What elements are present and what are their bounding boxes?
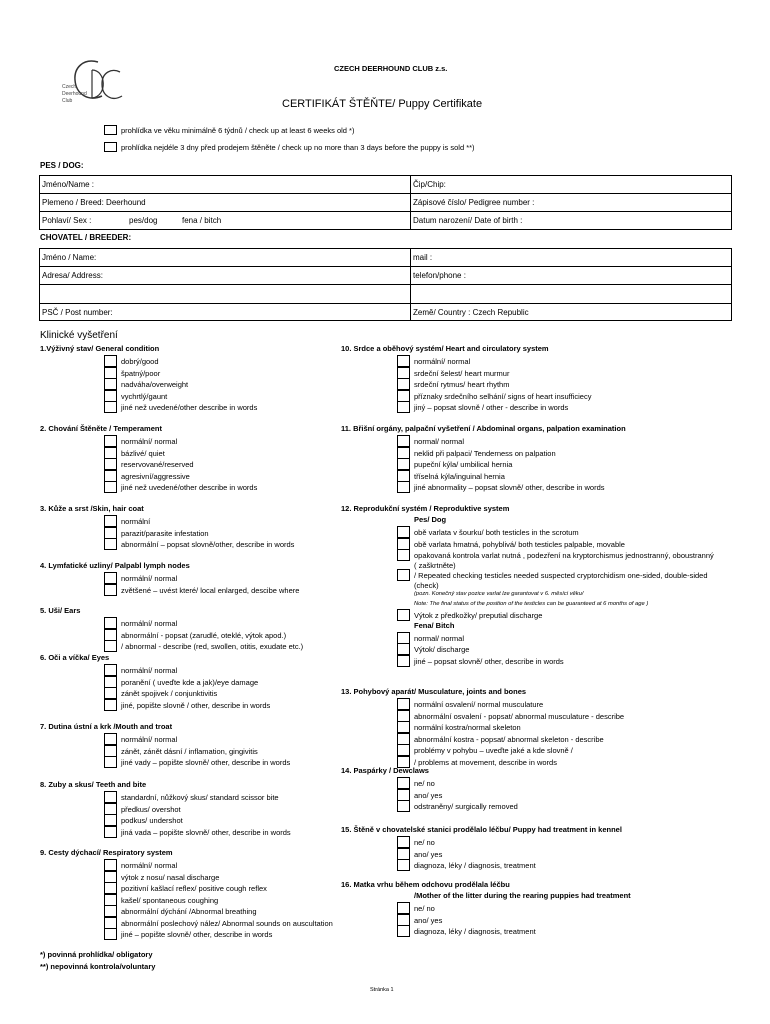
exam-right-16-item: ne/ no (414, 904, 435, 913)
exam-left-2-item-checkbox[interactable] (104, 435, 117, 447)
exam-left-9-item-checkbox[interactable] (104, 894, 117, 906)
exam-left-2-heading: 2. Chování Štěněte / Temperament (40, 424, 162, 433)
exam-right-14-item: odstraněny/ surgically removed (414, 802, 518, 811)
exam-left-9-item: kašel/ spontaneous coughing (121, 895, 219, 905)
exam-left-9-item: pozitivní kašlací reflex/ positive cough reflex (121, 884, 267, 893)
exam-left-8-item-checkbox[interactable] (104, 826, 117, 838)
exam-left-9-item-checkbox[interactable] (104, 859, 117, 871)
breeder-mail[interactable]: mail : (413, 253, 433, 262)
exam-right-12-item-checkbox[interactable] (397, 609, 410, 621)
exam-left-5-item: abnormální - popsat (zarudlé, oteklé, výtok apod.) (121, 630, 287, 640)
exam-right-15-item-checkbox[interactable] (397, 836, 410, 848)
exam-right-13-item: abnormální osvalení - popsat/ abnormal musculature - describe (414, 711, 625, 721)
exam-right-12-item: opakovaná kontrola varlat nutná , podezření na kryptorchismus jednostranný, oboustranný ( zaškrtněte) (414, 551, 714, 570)
exam-left-3-item-checkbox[interactable] (104, 538, 117, 550)
exam-right-13-heading: 13. Pohybový aparát/ Musculature, joints and bones (341, 687, 527, 696)
exam-left-5-item-checkbox[interactable] (104, 617, 117, 629)
exam-left-8-item-checkbox[interactable] (104, 791, 117, 803)
exam-right-13-item: normální osvalení/ normal musculature (414, 700, 544, 709)
exam-left-7-item-checkbox[interactable] (104, 745, 117, 757)
exam-right-14-heading: 14. Paspárky / Dewclaws (341, 766, 429, 775)
exam-right-16-item: ano/ yes (414, 915, 443, 925)
exam-left-7-item-checkbox[interactable] (104, 733, 117, 745)
exam-right-12-item: Výtok/ discharge (414, 645, 470, 654)
club-logo (58, 56, 128, 108)
exam-right-10-item: srdeční rytmus/ heart rhythm (414, 380, 510, 389)
logo-line-1: Czech (62, 84, 77, 90)
exam-right-15-item-checkbox[interactable] (397, 859, 410, 871)
exam-left-3-heading: 3. Kůže a srst /Skin, hair coat (40, 504, 144, 513)
exam-right-11-item: normal/ normal (414, 437, 465, 446)
exam-right-11-item-checkbox[interactable] (397, 458, 410, 470)
page-number: Stránka 1 (370, 987, 394, 993)
dog-chip[interactable]: Čip/Chip: (413, 180, 446, 189)
exam-right-11-item: neklid při palpaci/ Tenderness on palpation (414, 448, 556, 458)
exam-left-5-item: / abnormal - describe (red, swollen, otitis, exudate etc.) (121, 642, 304, 651)
exam-right-12-note: (pozn. Konečný stav pozice varlat lze garantovat v 6. měsíci věku/ (414, 591, 584, 597)
dog-section-title: PES / DOG: (40, 161, 84, 170)
breeder-name[interactable]: Jméno / Name: (42, 253, 97, 262)
exam-title: Klinické vyšetření (40, 330, 118, 341)
exam-left-1-item-checkbox[interactable] (104, 367, 117, 379)
exam-left-1-heading: 1.Výživný stav/ General condition (40, 344, 160, 353)
exam-right-15-heading: 15. Štěně v chovatelské stanici prodělalo léčbu/ Puppy had treatment in kennel (341, 825, 622, 834)
exam-right-12-item: obě varlata v šourku/ both testicles in the scrotum (414, 528, 579, 537)
exam-right-10-heading: 10. Srdce a oběhový systém/ Heart and circulatory system (341, 344, 549, 353)
dog-sex: Pohlaví/ Sex : (42, 216, 92, 225)
exam-left-8-heading: 8. Zuby a skus/ Teeth and bite (40, 780, 147, 789)
footnote-voluntary: **) nepovinná kontrola/voluntary (40, 962, 156, 971)
exam-right-13-item: abnormální kostra - popsat/ abnormal skeleton - describe (414, 734, 604, 744)
exam-right-15-item-checkbox[interactable] (397, 848, 410, 860)
exam-right-14-item-checkbox[interactable] (397, 777, 410, 789)
dog-dob[interactable]: Datum narození/ Date of birth : (413, 216, 523, 225)
exam-left-3-item-checkbox[interactable] (104, 515, 117, 527)
exam-left-9-item-checkbox[interactable] (104, 917, 117, 929)
exam-right-14-item: ano/ yes (414, 790, 443, 800)
exam-right-13-item-checkbox[interactable] (397, 721, 410, 733)
exam-left-4-item-checkbox[interactable] (104, 572, 117, 584)
exam-left-7-item: normální/ normal (121, 735, 178, 744)
exam-right-16-heading: 16. Matka vrhu během odchovu prodělala léčbu (341, 880, 510, 889)
exam-left-9-heading: 9. Cesty dýchací/ Respiratory system (40, 848, 173, 857)
exam-left-8-item: standardní, nůžkový skus/ standard scissor bite (121, 793, 279, 802)
logo-line-3: Club (62, 98, 73, 104)
exam-right-12-subheading: Pes/ Dog (414, 515, 447, 524)
breeder-psc[interactable]: PSČ / Post number: (42, 308, 113, 317)
exam-right-12-item: Výtok z předkožky/ preputial discharge (414, 611, 543, 620)
exam-left-4-item-checkbox[interactable] (104, 584, 117, 596)
exam-left-9-item-checkbox[interactable] (104, 871, 117, 883)
exam-left-4-item: normální/ normal (121, 574, 178, 583)
exam-left-6-item-checkbox[interactable] (104, 699, 117, 711)
exam-right-13-item: problémy v pohybu – uveďte jaké a kde slovně / (414, 746, 573, 755)
exam-left-6-item: normální/ normal (121, 666, 178, 675)
exam-left-5-item-checkbox[interactable] (104, 640, 117, 652)
exam-left-3-item: parazit/parasite infestation (121, 528, 209, 538)
exam-left-4-item: zvětšené – uvést které/ local enlarged, descibe where (121, 585, 300, 595)
exam-left-9-item: výtok z nosu/ nasal discharge (121, 872, 220, 882)
breeder-country[interactable]: Země/ Country : Czech Republic (413, 308, 529, 317)
exam-left-8-item: jiná vada – popište slovně/ other, describe in words (121, 827, 291, 837)
exam-left-8-item: podkus/ undershot (121, 816, 183, 825)
exam-right-11-item: jiné abnormality – popsat slovně/ other, describe in words (414, 483, 605, 492)
dog-pedigree[interactable]: Zápisové číslo/ Pedigree number : (413, 198, 535, 207)
exam-right-11-item-checkbox[interactable] (397, 435, 410, 447)
exam-left-6-item-checkbox[interactable] (104, 687, 117, 699)
exam-right-16-item-checkbox[interactable] (397, 902, 410, 914)
check-6-weeks[interactable] (104, 125, 117, 135)
dog-breed[interactable]: Plemeno / Breed: Deerhound (42, 198, 146, 207)
exam-right-11-item-checkbox[interactable] (397, 447, 410, 459)
exam-left-7-item: jiné vady – popište slovně/ other, describe in words (121, 758, 291, 767)
exam-right-10-item: příznaky srdečního selhání/ signs of heart insufficiecy (414, 391, 592, 401)
exam-left-2-item-checkbox[interactable] (104, 470, 117, 482)
exam-right-11-heading: 11. Břišní orgány, palpační vyšetření / Abdominal organs, palpation examination (341, 424, 626, 433)
exam-left-6-heading: 6. Oči a víčka/ Eyes (40, 653, 110, 662)
exam-right-12-item-checkbox[interactable] (397, 549, 410, 561)
exam-left-1-item-checkbox[interactable] (104, 401, 117, 413)
exam-right-12-item-checkbox[interactable] (397, 569, 410, 581)
exam-left-6-item: zánět spojivek / conjunktivitis (121, 689, 218, 698)
exam-right-13-item: normální kostra/normal skeleton (414, 723, 521, 732)
exam-left-1-item: dobrý/good (121, 357, 159, 366)
exam-left-9-item: abnormální dýchání /Abnormal breathing (121, 907, 257, 916)
exam-left-9-item-checkbox[interactable] (104, 928, 117, 940)
exam-left-6-item-checkbox[interactable] (104, 664, 117, 676)
exam-right-11-item-checkbox[interactable] (397, 481, 410, 493)
exam-left-5-item: normální/ normal (121, 619, 178, 628)
exam-left-5-item-checkbox[interactable] (104, 629, 117, 641)
exam-left-9-item: jiné – popište slovně/ other, describe in words (121, 930, 273, 939)
exam-right-10-item-checkbox[interactable] (397, 390, 410, 402)
exam-right-16-item-checkbox[interactable] (397, 925, 410, 937)
exam-right-12-item: jiné – popsat slovně/ other, describe in words (414, 656, 564, 666)
exam-right-12-item-checkbox[interactable] (397, 655, 410, 667)
exam-right-10-item-checkbox[interactable] (397, 355, 410, 367)
exam-left-1-item-checkbox[interactable] (104, 390, 117, 402)
exam-right-12-item: obě varlata hmatná, pohyblivá/ both testicles palpable, movable (414, 539, 625, 549)
exam-left-4-heading: 4. Lymfatické uzliny/ Palpabl lymph nodes (40, 561, 190, 570)
exam-right-13-item-checkbox[interactable] (397, 744, 410, 756)
logo-line-2: Deerhound (62, 91, 87, 97)
exam-left-3-item: abnormální – popsat slovně/other, describe in words (121, 540, 295, 549)
exam-left-7-item: zánět, zánět dásní / inflamation, gingivitis (121, 746, 258, 756)
dog-sex-female[interactable]: fena / bitch (182, 216, 222, 225)
exam-right-10-item: srdeční šelest/ heart murmur (414, 368, 510, 378)
exam-left-2-item: jiné než uvedené/other describe in words (121, 483, 258, 492)
page-title: CERTIFIKÁT ŠTĚŇTE/ Puppy Certifikate (282, 98, 483, 110)
exam-right-13-item-checkbox[interactable] (397, 698, 410, 710)
exam-right-12-subheading-2: Fena/ Bitch (414, 620, 455, 630)
exam-right-12-heading: 12. Reprodukční systém / Reproduktive system (341, 504, 510, 513)
breeder-phone[interactable]: telefon/phone : (413, 271, 466, 280)
exam-left-7-heading: 7. Dutina ústní a krk /Mouth and troat (40, 722, 173, 731)
check-6-weeks-label: prohlídka ve věku minimálně 6 týdnů / check up at least 6 weeks old *) (121, 126, 355, 135)
exam-left-6-item: jiné, popište slovně / other, describe in words (121, 700, 271, 710)
exam-left-3-item: normální (121, 517, 151, 526)
exam-left-2-item: normální/ normal (121, 437, 178, 446)
exam-right-10-item: normální/ normal (414, 357, 471, 366)
exam-left-1-item: vychrtlý/gaunt (121, 391, 168, 401)
exam-left-9-item: abnormální poslechový nález/ Abnormal sounds on auscultation (121, 918, 333, 928)
exam-right-10-item-checkbox[interactable] (397, 401, 410, 413)
exam-right-11-item-checkbox[interactable] (397, 470, 410, 482)
exam-right-12-item-checkbox[interactable] (397, 526, 410, 538)
exam-left-1-item-checkbox[interactable] (104, 378, 117, 390)
exam-right-12-item-checkbox[interactable] (397, 632, 410, 644)
exam-right-10-item: jiný – popsat slovně / other - describe in words (414, 403, 569, 412)
exam-right-10-item-checkbox[interactable] (397, 378, 410, 390)
footnote-obligatory: *) povinná prohlídka/ obligatory (40, 950, 153, 959)
exam-right-14-item-checkbox[interactable] (397, 789, 410, 801)
exam-left-6-item: poranění ( uveďte kde a jak)/eye damage (121, 677, 259, 687)
exam-left-1-item: špatný/poor (121, 368, 161, 378)
check-3-days-label: prohlídka nejdéle 3 dny před prodejem štěněte / check up no more than 3 days before the puppy is sold **) (121, 143, 475, 152)
dog-name[interactable]: Jméno/Name : (42, 180, 95, 189)
exam-left-9-item: normální/ normal (121, 861, 178, 870)
exam-left-9-item-checkbox[interactable] (104, 905, 117, 917)
exam-right-11-item: pupeční kýla/ umbilical hernia (414, 460, 513, 469)
exam-left-8-item: předkus/ overshot (121, 804, 181, 814)
exam-left-2-item: agresivní/aggressive (121, 471, 190, 481)
breeder-address[interactable]: Adresa/ Address: (42, 271, 103, 280)
exam-right-11-item: tříselná kýla/inguinal hernia (414, 471, 505, 481)
exam-left-2-item: bázlivé/ quiet (121, 448, 165, 458)
exam-right-15-item: ano/ yes (414, 849, 443, 859)
exam-left-5-heading: 5. Uši/ Ears (40, 606, 81, 615)
exam-right-16-item: diagnoza, léky / diagnosis, treatment (414, 927, 536, 936)
exam-right-13-item: / problems at movement, describe in words (414, 757, 557, 767)
exam-left-1-item: nadváha/overweight (121, 380, 189, 389)
exam-left-7-item-checkbox[interactable] (104, 756, 117, 768)
exam-left-2-item-checkbox[interactable] (104, 458, 117, 470)
exam-right-14-item: ne/ no (414, 779, 435, 788)
exam-right-12-item: normal/ normal (414, 633, 465, 643)
exam-left-2-item: reservované/reserved (121, 460, 194, 469)
exam-right-15-item: ne/ no (414, 838, 435, 847)
exam-right-15-item: diagnoza, léky / diagnosis, treatment (414, 861, 536, 870)
exam-right-16-item-checkbox[interactable] (397, 914, 410, 926)
dog-sex-male[interactable]: pes/dog (129, 216, 158, 225)
exam-left-1-item-checkbox[interactable] (104, 355, 117, 367)
exam-right-16-subheading: /Mother of the litter during the rearing puppies had treatment (414, 891, 631, 900)
exam-left-8-item-checkbox[interactable] (104, 803, 117, 815)
exam-right-12-item-checkbox[interactable] (397, 538, 410, 550)
exam-left-3-item-checkbox[interactable] (104, 527, 117, 539)
breeder-section-title: CHOVATEL / BREEDER: (40, 233, 132, 242)
exam-right-13-item-checkbox[interactable] (397, 733, 410, 745)
exam-left-9-item-checkbox[interactable] (104, 882, 117, 894)
exam-right-12-item-checkbox[interactable] (397, 643, 410, 655)
exam-left-2-item-checkbox[interactable] (104, 447, 117, 459)
check-3-days[interactable] (104, 142, 117, 152)
exam-right-14-item-checkbox[interactable] (397, 800, 410, 812)
exam-right-12-item: / Repeated checking testicles needed suspected cryptorchidism one-sided, double-sided (check) (414, 571, 708, 590)
exam-left-8-item-checkbox[interactable] (104, 814, 117, 826)
exam-left-6-item-checkbox[interactable] (104, 676, 117, 688)
exam-left-2-item-checkbox[interactable] (104, 481, 117, 493)
exam-right-10-item-checkbox[interactable] (397, 367, 410, 379)
exam-right-13-item-checkbox[interactable] (397, 710, 410, 722)
exam-left-1-item: jiné než uvedené/other describe in words (121, 403, 258, 412)
club-name: CZECH DEERHOUND CLUB z.s. (334, 64, 448, 73)
exam-right-12-note: Note: The final status of the position of the testicles can be guaranteed at 6 months of age ) (414, 601, 649, 607)
